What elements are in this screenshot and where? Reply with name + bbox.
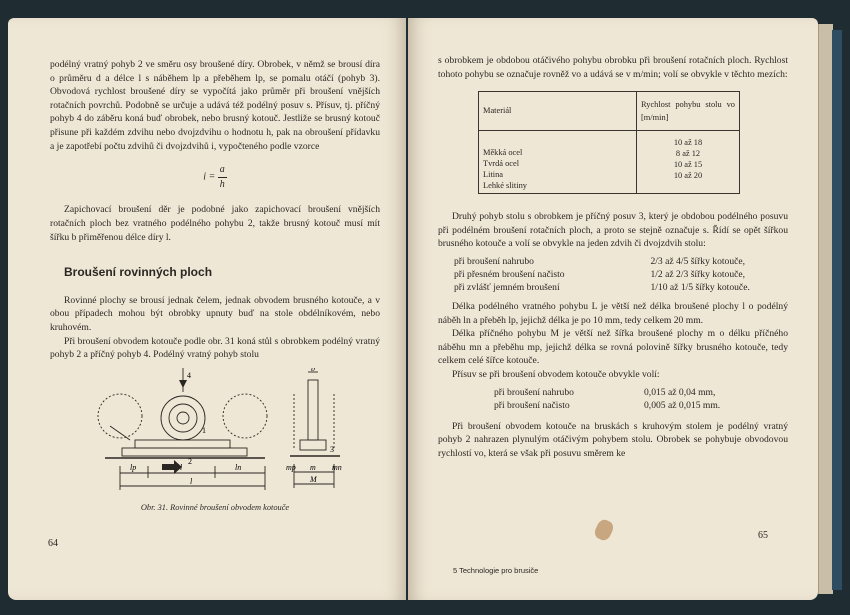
left-text-column: [50, 58, 380, 362]
paragraph-plunge: Zapichovací broušení děr je podobné jako zapichovací broušení vnějších rotačních ploch bez vratného podélného pohybu 2, takže brusný kotouč musí mít šířku b přiměřenou délce díry l.: [50, 204, 380, 243]
label-3: 3: [330, 445, 334, 454]
material-item: Tvrdá ocel: [483, 159, 520, 169]
label-mn: mn: [332, 463, 342, 472]
speed-item: 8 až 12: [675, 149, 701, 159]
label-ln: ln: [235, 463, 242, 472]
material-item: Litina: [483, 170, 504, 180]
list-item: při broušení načisto 0,005 až 0,015 mm.: [494, 399, 721, 411]
page-footer: 5 Technologie pro brusiče: [453, 566, 539, 575]
paragraph-length-M: Délka příčného pohybu M je větší než šířka broušené plochy m o délku příčného náběhu mn a přeběhu mp, jejichž délka se rovná polovině šířky brusného kotouče, tedy celkem celé šířce kotouče.: [438, 328, 788, 367]
formula-numerator: a: [218, 163, 227, 178]
label-b: b: [311, 368, 315, 373]
label-M: M: [310, 475, 317, 484]
label-m: m: [310, 463, 316, 472]
label-lp: lp: [130, 463, 137, 472]
book-cover-edge: [832, 30, 842, 590]
formula-denominator: h: [219, 178, 225, 190]
label-L: l: [190, 477, 193, 486]
grinding-diagram: [50, 368, 380, 494]
table-materials-cell: [479, 131, 637, 194]
intro-paragraph: podélný vratný pohyb 2 ve směru osy broušené díry. Obrobek, v němž se brousí díra o průměru d a délce l s náběhem lp a přeběhem lp, se pomalu otáčí (pohyb 3). Obvodová rychlost broušené díry se vypočítá jako průměr při broušení vnějších rotačních povrchů. Podobně se určuje a udává též podélný posuv s. Přísuv, tj. příčný pohyb 4 do záběru koná buď obrobek, nebo brusný kotouč. Jestliže se brusný kotouč přisune při každém zdvihu nebo dvojzdvihu o hodnotu h, pak na obroušení přídavku a je zapotřebí počtu zdvihů či dvojzdvihů i, vypočteného podle vzorce: [50, 59, 380, 152]
list-item: při broušení nahrubo 2/3 až 4/5 šířky kotouče,: [454, 255, 746, 267]
section-heading: Broušení rovinných ploch: [64, 265, 213, 280]
table-header-speed: Rychlost pohybu stolu vo [m/min]: [637, 92, 740, 131]
material-item: Lehké slitiny: [483, 181, 527, 191]
table-speeds-cell: [637, 131, 740, 194]
speed-item: 10 až 20: [673, 171, 703, 181]
figure-31: [50, 368, 380, 512]
paragraph-cross-feed: Druhý pohyb stolu s obrobkem je příčný posuv 3, který je obdobou podélného posuvu při podélném broušení rotačních ploch, a proto se stejně označuje s. Řídí se opět šířkou brusného kotouče a volí se obvykle na jeden zdvih či dvojzdvih stolu:: [438, 211, 788, 250]
left-page: [8, 18, 406, 600]
speed-item: 10 až 15: [673, 160, 703, 170]
material-item: Měkká ocel: [483, 148, 523, 158]
infeed-list: [494, 386, 788, 412]
paragraph-rotary-table: Při broušení obvodem kotouče na bruskách s kruhovým stolem je podélný vratný pohyb 2 nahrazen plynulým otáčivým pohybem stolu. Obrobek se pohybuje obvodovou rychlostí vo, která se však při posuvu směrem ke: [438, 420, 788, 459]
speed-item: 10 až 18: [673, 138, 703, 148]
right-text-column: [438, 54, 788, 460]
list-item: při zvlášť jemném broušení 1/10 až 1/5 šířky kotouče.: [454, 281, 750, 293]
list-item: při broušení nahrubo 0,015 až 0,04 mm,: [494, 386, 716, 398]
page-number-right: 65: [758, 530, 768, 541]
label-4: 4: [187, 371, 191, 380]
table-header-material: Materiál: [479, 92, 637, 131]
speed-table: [478, 91, 740, 194]
paragraph-length-L: Délka podélného vratného pohybu L je větší než délka broušené plochy l o podélný náběh ln a přeběh lp, jejichž délka je po 10 mm, tedy celkem 20 mm.: [438, 300, 788, 326]
figure-caption: Obr. 31. Rovinné broušení obvodem kotouče: [140, 503, 290, 512]
label-2: 2: [188, 457, 192, 466]
label-1: 1: [202, 426, 206, 435]
page-edges: [818, 24, 833, 594]
paragraph-table-speed: s obrobkem je obdobou otáčivého pohybu obrobku při broušení rotačních ploch. Rychlost tohoto pohybu se označuje rovněž vo a udává se v m/min; volí se obvykle v těchto mezích:: [438, 55, 788, 80]
label-l-small: l: [180, 463, 183, 472]
label-mp: mp: [286, 463, 296, 472]
page-number-left: 64: [48, 538, 58, 549]
formula: i = $\frac{a}{h}$: [203, 164, 225, 190]
paragraph-infeed: Přísuv se při broušení obvodem kotouče obvykle volí:: [452, 368, 660, 380]
list-item: při přesném broušení načisto 1/2 až 2/3 šířky kotouče,: [454, 268, 746, 280]
paragraph-planes: Rovinné plochy se brousí jednak čelem, jednak obvodem brusného kotouče, a v obou případech mohou být obrobky upnuty buď na stole obdélníkovém, nebo kruhovém.: [50, 294, 380, 333]
paragraph-periphery: Při broušení obvodem kotouče podle obr. 31 koná stůl s obrobkem podélný vratný pohyb 2 a příčný pohyb 4. Podélný vratný pohyb stolu: [50, 335, 380, 361]
feed-list: [454, 255, 788, 294]
right-page: [408, 18, 818, 600]
